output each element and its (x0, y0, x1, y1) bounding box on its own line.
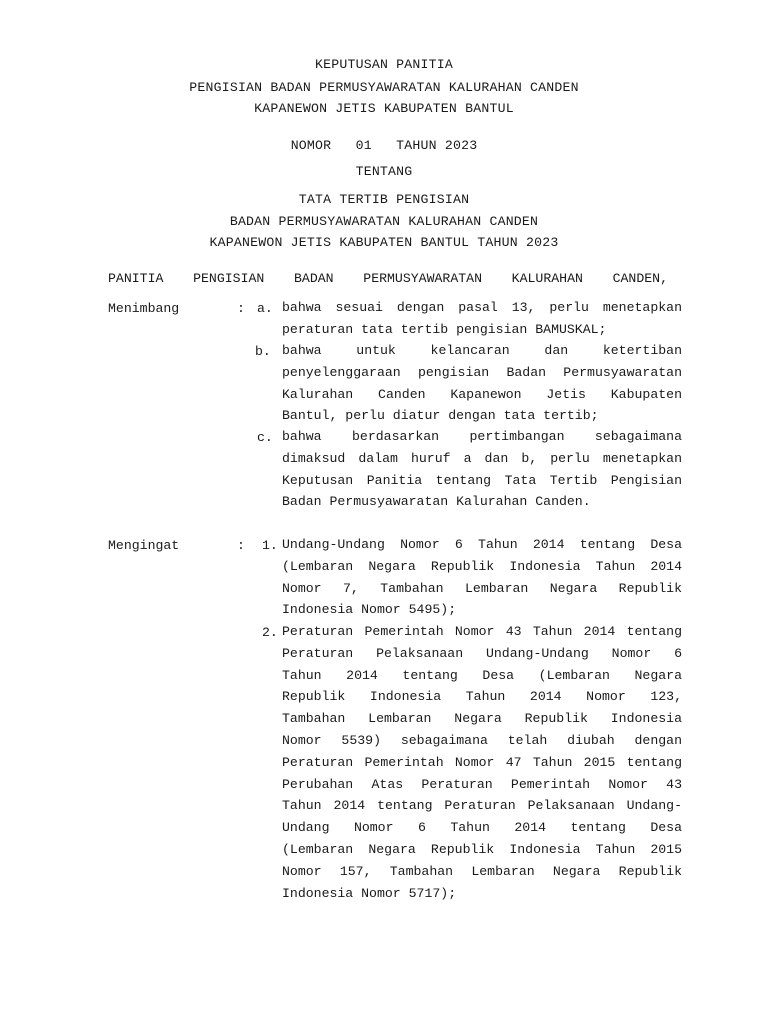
tentang-heading: TENTANG (355, 164, 413, 179)
text-line: Nomor 157, Tambahan Lembaran Negara Republik (282, 863, 682, 879)
text-line: (Lembaran Negara Republik Indonesia Tahun 2014 (282, 558, 682, 574)
text-line: Undang-Undang Nomor 6 Tahun 2014 tentang Desa (282, 537, 682, 552)
mengingat-colon: : (237, 538, 245, 553)
text-line: Nomor 5539) sebagaimana telah diubah dengan (282, 732, 682, 748)
text-line: Republik Indonesia Tahun 2014 Nomor 123, (282, 689, 682, 705)
text-line: peraturan tata tertib pengisian BAMUSKAL; (282, 321, 607, 337)
text-line: Peraturan Pelaksanaan Undang-Undang Nomor 6 (282, 645, 682, 661)
title-line-3: KAPANEWON JETIS KABUPATEN BANTUL TAHUN 2023 (209, 235, 559, 250)
text-line: Kalurahan Canden Kapanewon Jetis Kabupaten (282, 386, 682, 402)
text-line: Nomor 7, Tambahan Lembaran Negara Republik (282, 580, 682, 596)
text-line: Tahun 2014 tentang Peraturan Pelaksanaan Undang- (282, 798, 682, 814)
text-line: bahwa sesuai dengan pasal 13, perlu menetapkan (282, 300, 682, 315)
menimbang-marker-b: b. (255, 344, 271, 359)
text-line: Tambahan Lembaran Negara Republik Indonesia (282, 711, 682, 727)
title-line-1: TATA TERTIB PENGISIAN (298, 192, 470, 207)
text-line: Perubahan Atas Peraturan Pemerintah Nomor 43 (282, 776, 682, 792)
text-line: Indonesia Nomor 5495); (282, 602, 457, 618)
title-line-2: BADAN PERMUSYAWARATAN KALURAHAN CANDEN (229, 214, 539, 229)
text-line: dimaksud dalam huruf a dan b, perlu menetapkan (282, 450, 682, 466)
text-line: penyelenggaraan pengisian Badan Permusyawaratan (282, 364, 682, 380)
menimbang-marker-c: c. (257, 430, 273, 445)
text-line: Undang Nomor 6 Tahun 2014 tentang Desa (282, 820, 682, 836)
mengingat-item-2 (282, 621, 682, 904)
menimbang-marker-a: a. (257, 301, 273, 316)
text-line: Bantul, perlu diatur dengan tata tertib; (282, 408, 599, 424)
menimbang-item-b (282, 340, 682, 427)
text-line: Indonesia Nomor 5717); (282, 885, 457, 901)
menimbang-item-a (282, 297, 682, 341)
preamble: PANITIA PENGISIAN BADAN PERMUSYAWARATAN KALURAHAN CANDEN, (108, 271, 668, 286)
mengingat-item-1 (282, 534, 682, 621)
menimbang-label: Menimbang (108, 301, 180, 316)
text-line: Keputusan Panitia tentang Tata Tertib Pengisian (282, 472, 682, 488)
header-line-1: KEPUTUSAN PANITIA (315, 57, 453, 72)
text-line: Badan Permusyawaratan Kalurahan Canden. (282, 494, 591, 510)
text-line: bahwa untuk kelancaran dan ketertiban (282, 343, 682, 358)
decree-number: NOMOR 01 TAHUN 2023 (290, 138, 478, 153)
mengingat-marker-1: 1. (262, 538, 278, 553)
text-line: Tahun 2014 tentang Desa (Lembaran Negara (282, 667, 682, 683)
menimbang-colon: : (237, 301, 245, 316)
text-line: bahwa berdasarkan pertimbangan sebagaimana (282, 429, 682, 444)
menimbang-item-c (282, 426, 682, 513)
header-line-3: KAPANEWON JETIS KABUPATEN BANTUL (254, 101, 514, 116)
text-line: Peraturan Pemerintah Nomor 47 Tahun 2015 tentang (282, 754, 682, 770)
text-line: Peraturan Pemerintah Nomor 43 Tahun 2014 tentang (282, 624, 682, 639)
header-line-2: PENGISIAN BADAN PERMUSYAWARATAN KALURAHAN CANDEN (189, 80, 579, 95)
text-line: (Lembaran Negara Republik Indonesia Tahun 2015 (282, 841, 682, 857)
mengingat-label: Mengingat (108, 538, 180, 553)
mengingat-marker-2: 2. (262, 625, 278, 640)
